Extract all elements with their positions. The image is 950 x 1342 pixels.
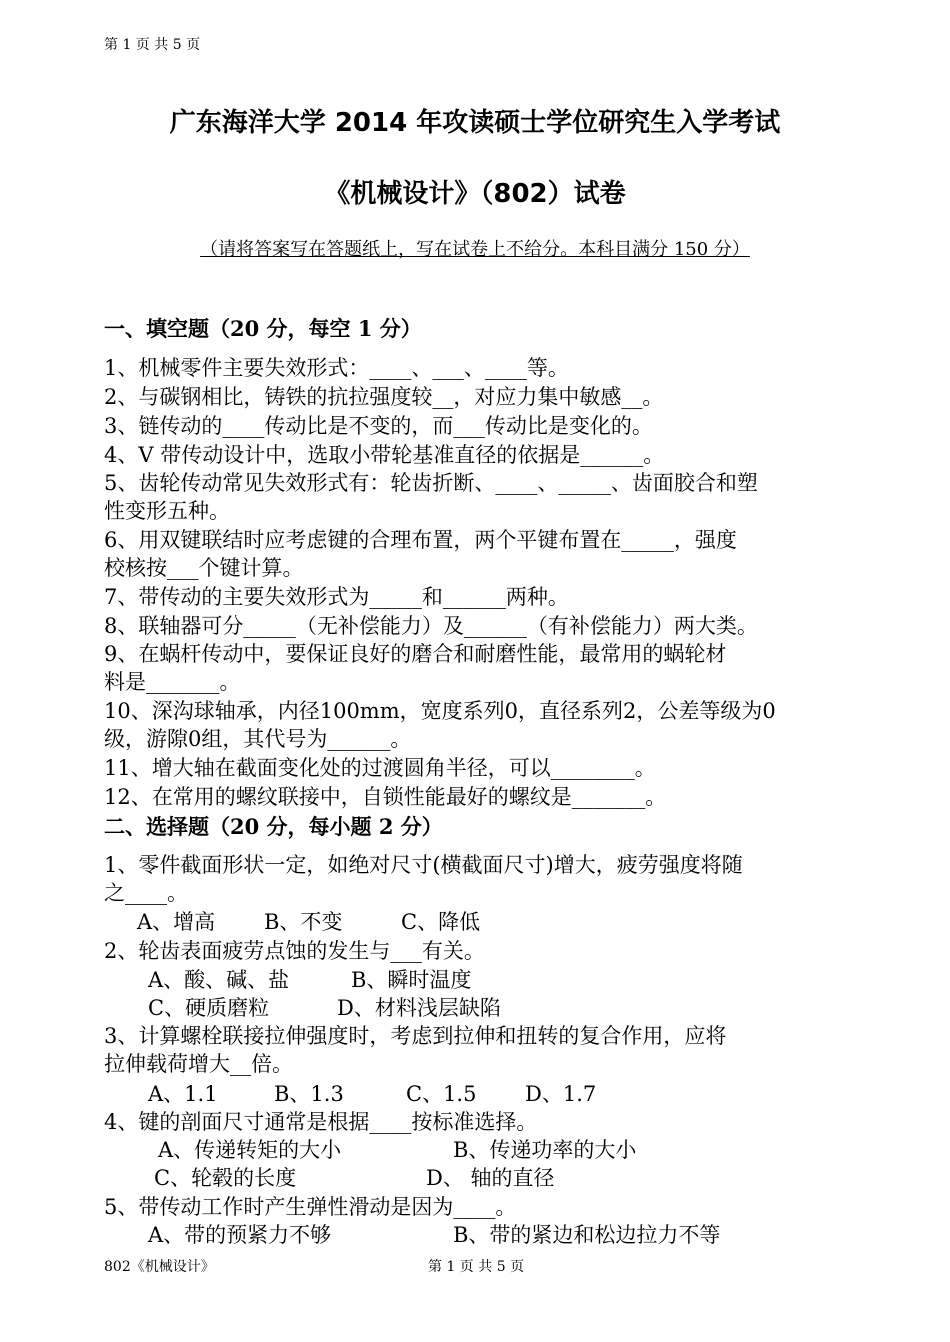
choice-1-option-c: C、降低 — [401, 910, 481, 934]
question-fill-7: 7、带传动的主要失效形式为_____和______两种。 — [104, 585, 569, 609]
question-fill-11: 11、增大轴在截面变化处的过渡圆角半径，可以________。 — [104, 756, 656, 780]
choice-5-option-b: B、带的紧边和松边拉力不等 — [453, 1223, 721, 1247]
choice-3-option-d: D、1.7 — [525, 1082, 597, 1106]
exam-subtitle: 《机械设计》（802）试卷 — [324, 179, 626, 209]
choice-3-option-b: B、1.3 — [274, 1082, 344, 1106]
question-fill-6-line1: 6、用双键联结时应考虑键的合理布置，两个平键布置在_____，强度 — [104, 528, 737, 552]
question-fill-3: 3、链传动的____传动比是不变的，而___传动比是变化的。 — [104, 414, 653, 438]
choice-2-option-a: A、酸、碱、盐 — [148, 968, 290, 992]
question-choice-3-line1: 3、计算螺栓联接拉伸强度时，考虑到拉伸和扭转的复合作用，应将 — [104, 1024, 727, 1048]
choice-4-option-b: B、传递功率的大小 — [453, 1138, 637, 1162]
question-fill-2: 2、与碳钢相比，铸铁的抗拉强度较__，对应力集中敏感__。 — [104, 385, 664, 409]
question-choice-4: 4、键的剖面尺寸通常是根据____按标准选择。 — [104, 1110, 538, 1134]
question-fill-9-line2: 料是_______。 — [104, 670, 241, 694]
section1-heading: 一、填空题（20 分，每空 1 分） — [104, 316, 422, 341]
question-fill-12: 12、在常用的螺纹联接中，自锁性能最好的螺纹是_______。 — [104, 785, 667, 809]
footer-course: 802《机械设计》 — [104, 1259, 215, 1275]
question-fill-6-line2: 校核按___个键计算。 — [104, 556, 304, 580]
question-choice-1-line2: 之____。 — [104, 881, 188, 905]
question-choice-3-line2: 拉伸载荷增大__倍。 — [104, 1052, 293, 1076]
question-fill-4: 4、V 带传动设计中，选取小带轮基准直径的依据是______。 — [104, 443, 665, 467]
question-fill-1: 1、机械零件主要失效形式：____、___、____等。 — [104, 356, 569, 380]
question-choice-2: 2、轮齿表面疲劳点蚀的发生与___有关。 — [104, 939, 485, 963]
choice-1-option-a: A、增高 — [137, 910, 216, 934]
choice-3-option-a: A、1.1 — [148, 1082, 218, 1106]
question-choice-1-line1: 1、零件截面形状一定，如绝对尺寸(横截面尺寸)增大，疲劳强度将随 — [104, 853, 743, 877]
choice-4-option-a: A、传递转矩的大小 — [158, 1138, 342, 1162]
question-fill-5-line2: 性变形五种。 — [104, 499, 230, 523]
choice-2-option-c: C、硬质磨粒 — [148, 996, 270, 1020]
question-fill-10-line1: 10、深沟球轴承，内径100mm，宽度系列0，直径系列2，公差等级为0 — [104, 699, 776, 723]
choice-4-option-d: D、 轴的直径 — [426, 1166, 555, 1190]
choice-2-option-b: B、瞬时温度 — [351, 968, 472, 992]
header-page-label: 第 1 页 共 5 页 — [104, 37, 201, 53]
question-fill-5-line1: 5、齿轮传动常见失效形式有：轮齿折断、____、_____、齿面胶合和塑 — [104, 471, 758, 495]
exam-title: 广东海洋大学 2014 年攻读硕士学位研究生入学考试 — [169, 108, 781, 138]
choice-1-option-b: B、不变 — [264, 910, 343, 934]
choice-4-option-c: C、轮毂的长度 — [154, 1166, 297, 1190]
choice-2-option-d: D、材料浅层缺陷 — [337, 996, 501, 1020]
footer-page-label: 第 1 页 共 5 页 — [428, 1259, 525, 1275]
exam-instructions-text: （请将答案写在答题纸上，写在试卷上不给分。本科目满分 150 分） — [200, 239, 750, 260]
exam-instructions — [0, 235, 950, 261]
question-fill-8: 8、联轴器可分_____（无补偿能力）及______（有补偿能力）两大类。 — [104, 614, 758, 638]
question-fill-10-line2: 级，游隙0组，其代号为______。 — [104, 727, 412, 751]
choice-5-option-a: A、带的预紧力不够 — [148, 1223, 332, 1247]
choice-3-option-c: C、1.5 — [406, 1082, 477, 1106]
section2-heading: 二、选择题（20 分，每小题 2 分） — [104, 814, 443, 839]
question-fill-9-line1: 9、在蜗杆传动中，要保证良好的磨合和耐磨性能，最常用的蜗轮材 — [104, 642, 727, 666]
question-choice-5: 5、带传动工作时产生弹性滑动是因为____。 — [104, 1195, 517, 1219]
